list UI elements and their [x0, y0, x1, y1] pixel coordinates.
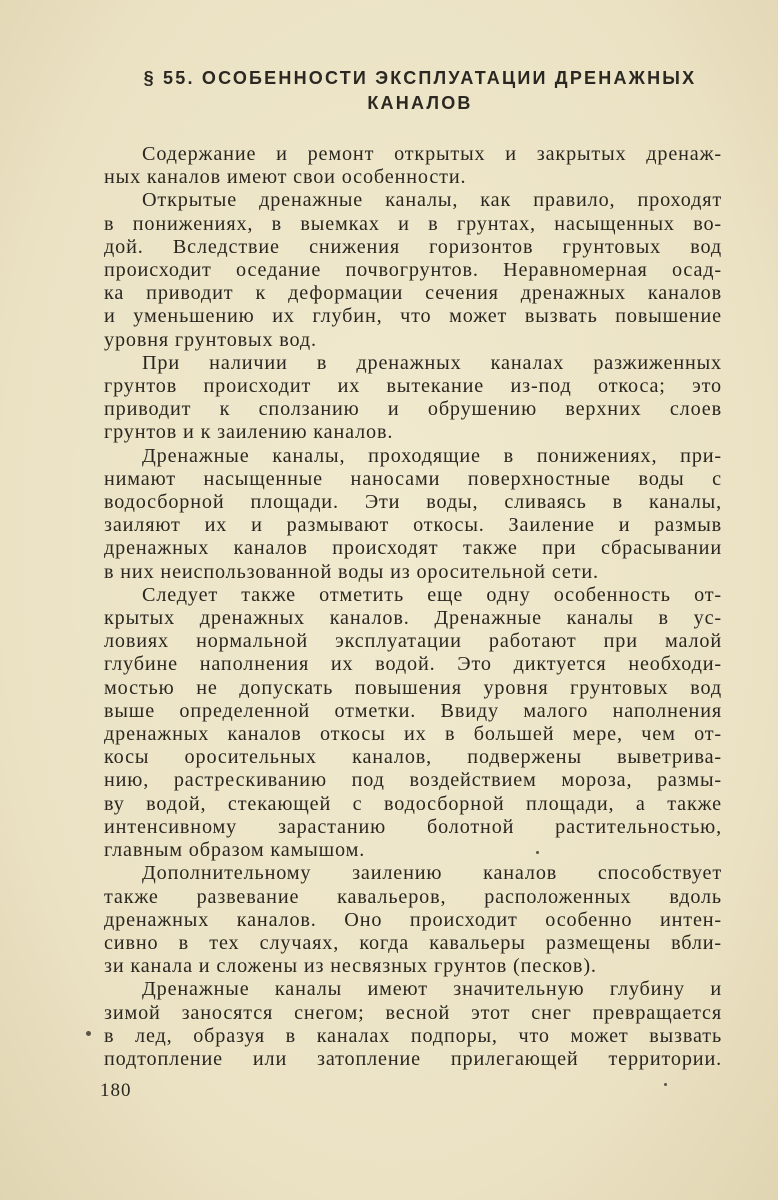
paragraph-1	[104, 143, 722, 189]
paragraph-7	[104, 978, 722, 1071]
text-line: дой. Вследствие снижения горизонтов грунтовых вод	[104, 235, 722, 258]
print-speck	[664, 1083, 667, 1086]
print-speck	[536, 851, 539, 854]
text-line: уровня грунтовых вод.	[104, 328, 317, 351]
text-line: Дополнительному заилению каналов способствует	[142, 862, 722, 885]
text-line: ву водой, стекающей с водосборной площади, а также	[104, 792, 722, 815]
text-line: в лед, образуя в каналах подпоры, что может вызвать	[104, 1024, 722, 1047]
text-line: глубине наполнения их водой. Это диктуется необходи-	[104, 653, 722, 676]
text-line: интенсивному зарастанию болотной растительностью,	[104, 815, 722, 838]
paragraph-5	[104, 584, 722, 862]
text-line: нимают насыщенные наносами поверхностные воды с	[104, 467, 722, 490]
text-line: главным образом камышом.	[104, 839, 366, 862]
section-heading	[100, 66, 740, 116]
heading-line-1: § 55. ОСОБЕННОСТИ ЭКСПЛУАТАЦИИ ДРЕНАЖНЫХ	[143, 68, 697, 88]
text-line: подтопление или затопление прилегающей территории.	[104, 1047, 722, 1070]
paragraph-2	[104, 189, 722, 351]
text-line: ка приводит к деформации сечения дренажных каналов	[104, 282, 722, 305]
text-line: Открытые дренажные каналы, как правило, проходят	[142, 189, 722, 212]
text-line: нию, растрескиванию под воздействием мороза, размы-	[104, 769, 722, 792]
text-line: дренажных каналов происходят также при сбрасывании	[104, 537, 722, 560]
text-line: Следует также отметить еще одну особенность от-	[142, 583, 722, 606]
text-line: дренажных каналов. Оно происходит особенно интен-	[104, 908, 722, 931]
text-line: ных каналов имеют свои особенности.	[104, 166, 467, 189]
text-line: происходит оседание почвогрунтов. Неравномерная осад-	[104, 259, 722, 282]
text-line: зимой заносятся снегом; весной этот снег превращается	[104, 1001, 722, 1024]
print-speck	[86, 1031, 91, 1036]
paragraph-6	[104, 862, 722, 978]
text-line: и уменьшению их глубин, что может вызвать повышение	[104, 305, 722, 328]
text-line: грунтов и к заилению каналов.	[104, 421, 394, 444]
text-line: косы оросительных каналов, подвержены выветрива-	[104, 746, 722, 769]
text-line: в них неиспользованной воды из оросительной сети.	[104, 560, 599, 583]
text-line: заиляют их и размывают откосы. Заиление и размыв	[104, 514, 722, 537]
text-line: крытых дренажных каналов. Дренажные каналы в ус-	[104, 607, 722, 630]
text-line: в понижениях, в выемках и в грунтах, насыщенных во-	[104, 212, 722, 235]
text-line: ловиях нормальной эксплуатации работают при малой	[104, 630, 722, 653]
text-line: приводит к сползанию и обрушению верхних слоев	[104, 398, 722, 421]
body-text	[104, 143, 722, 1071]
text-line: выше определенной отметки. Ввиду малого наполнения	[104, 699, 722, 722]
page-number: 180	[100, 1080, 132, 1101]
text-line: При наличии в дренажных каналах разжиженных	[142, 351, 722, 374]
paragraph-3	[104, 352, 722, 445]
paragraph-4	[104, 445, 722, 584]
text-line: грунтов происходит их вытекание из-под откоса; это	[104, 375, 722, 398]
text-line: сивно в тех случаях, когда кавальеры размещены вбли-	[104, 931, 722, 954]
text-line: Дренажные каналы, проходящие в понижениях, при-	[142, 444, 722, 467]
text-line: также развевание кавальеров, расположенных вдоль	[104, 885, 722, 908]
text-line: Дренажные каналы имеют значительную глубину и	[142, 978, 722, 1001]
text-line: дренажных каналов откосы их в большей мере, чем от-	[104, 723, 722, 746]
text-line: зи канала и сложены из несвязных грунтов (песков).	[104, 955, 597, 978]
text-line: водосборной площади. Эти воды, сливаясь в каналы,	[104, 491, 722, 514]
heading-line-2: КАНАЛОВ	[367, 93, 473, 113]
text-line: мостью не допускать повышения уровня грунтовых вод	[104, 676, 722, 699]
text-line: Содержание и ремонт открытых и закрытых дренаж-	[142, 143, 722, 165]
